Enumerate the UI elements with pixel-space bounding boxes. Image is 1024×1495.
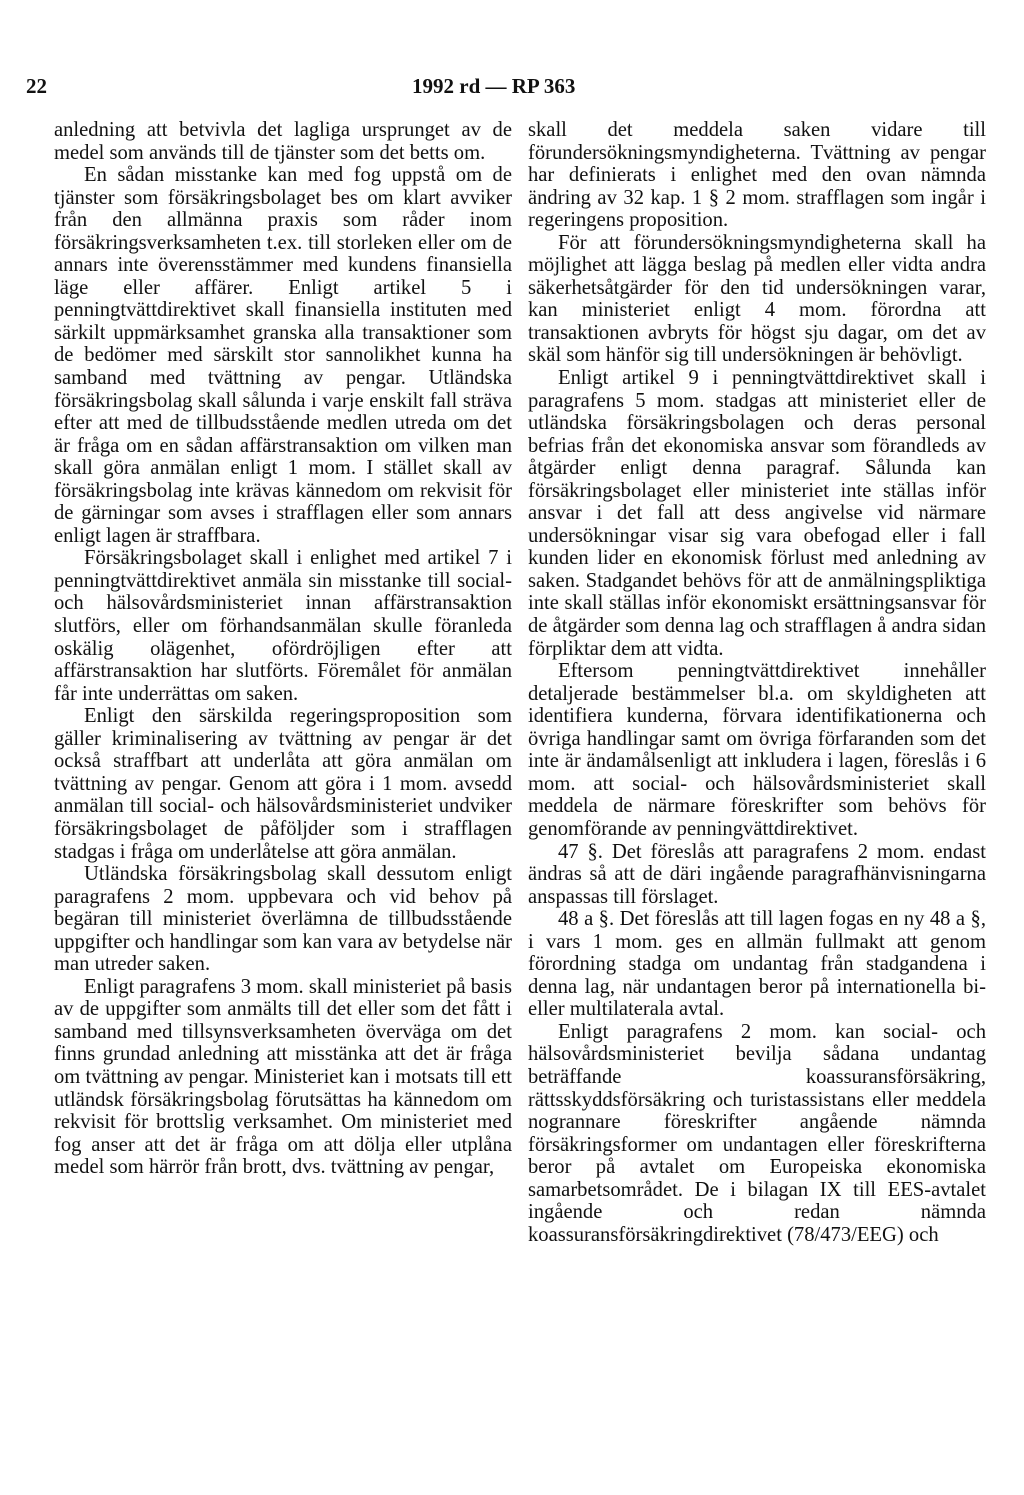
paragraph: Enligt paragrafens 3 mom. skall ministeriet på basis av de uppgifter som anmälts till det eller som det fått i samband med tillsynsverksamheten överväga om det finns grundad anledning att misstänka att det är fråga om tvättning av pengar. Ministeriet kan i motsats till ett utländsk försäkringsbolag förutsättas ha kännedom om rekvisit för brottslig verksamhet. Om ministeriet med fog anser att det är fråga om att dölja eller utplåna medel som härrör från brott, dvs. tvättning av pengar, xyxy=(54,975,512,1179)
paragraph: anledning att betvivla det lagliga ursprunget av de medel som används till de tjänster som det betts om. xyxy=(54,119,512,164)
left-text-column xyxy=(54,119,512,1179)
paragraph: Enligt artikel 9 i penningtvättdirektivet skall i paragrafens 5 mom. stadgas att ministeriet eller de utländska försäkringsbolagen och deras personal befrias från det ekonomiska ansvar som förandleds av åtgärder enligt denna paragraf. Sålunda kan försäkringsbolaget eller ministeriet inte ställas inför ansvar i det fall att dess angivelse vid närmare undersökningar visar sig vara obefogad eller i fall kunden lider en ekonomisk förlust med anledning av saken. Stadgandet behövs för att de anmälningspliktiga inte skall ställas inför ekonomiskt ersättningsansvar för de åtgärder som denna lag och strafflagen å andra sidan förpliktar dem att vidta. xyxy=(528,367,986,660)
paragraph: Utländska försäkringsbolag skall dessutom enligt paragrafens 2 mom. uppbevara och vid behov på begäran till ministeriet överlämna de tillbudsstående uppgifter och handlingar som kan vara av betydelse när man utreder saken. xyxy=(54,863,512,976)
paragraph: Enligt paragrafens 2 mom. kan social- och hälsovårdsministeriet bevilja sådana undantag beträffande koassuransförsäkring, rättsskyddsförsäkring och turistassistans eller meddela nogrannare föreskrifter angående nämnda försäkringsformer om undantagen eller föreskrifterna beror på avtalet om Europeiska ekonomiska samarbetsområdet. De i bilagan IX till EES-avtalet ingående och redan nämnda koassuransförsäkringdirektivet (78/473/EEG) och xyxy=(528,1020,986,1246)
paragraph: För att förundersökningsmyndigheterna skall ha möjlighet att lägga beslag på medlen eller vidta andra säkerhetsåtgärder för den tid undersökningen varar, kan ministeriet enligt 4 mom. förordna att transaktionen avbryts för högst sju dagar, om det av skäl som hänför sig till undersökningen är behövligt. xyxy=(528,231,986,367)
paragraph: Enligt den särskilda regeringsproposition som gäller kriminalisering av tvättning av pengar är det också straffbart att underlåta att göra anmälan om tvättning av pengar. Genom att göra i 1 mom. avsedd anmälan till social- och hälsovårdsministeriet undviker försäkringsbolaget de påföljder som i strafflagen stadgas i fråga om underlåtelse att göra anmälan. xyxy=(54,705,512,863)
running-header-title: 1992 rd — RP 363 xyxy=(412,74,576,98)
paragraph: 47 §. Det föreslås att paragrafens 2 mom. endast ändras så att de däri ingående paragrafhänvisningarna anspassas till förslaget. xyxy=(528,840,986,908)
page-number: 22 xyxy=(26,74,47,98)
right-text-column xyxy=(528,119,986,1246)
paragraph: Försäkringsbolaget skall i enlighet med artikel 7 i penningtvättdirektivet anmäla sin misstanke till social- och hälsovårdsministeriet innan affärstransaktion slutförs, eller om förhandsanmälan skulle föranleda oskälig olägenhet, ofördröjligen efter att affärstransaktion har slutförts. Föremålet för anmälan får inte underrättas om saken. xyxy=(54,547,512,705)
paragraph: En sådan misstanke kan med fog uppstå om de tjänster som försäkringsbolaget bes om klart avviker från den allmänna praxis som råder inom försäkringsverksamheten t.ex. till storleken eller om de annars inte överensstämmer med kundens finansiella läge eller affärer. Enligt artikel 5 i penningtvättdirektivet skall finansiella instituten med särkilt uppmärksamhet granska alla transaktioner som de bedömer med särskilt stor sannolikhet kunna ha samband med tvättning av pengar. Utländska försäkringsbolag skall sålunda i varje enskilt fall sträva efter att med de tillbudsstående medlen utreda om det är fråga om en sådan affärstransaktion om vilken man skall göra anmälan enligt 1 mom. I stället skall av försäkringsbolag inte krävas kännedom om rekvisit för de gärningar som avses i strafflagen eller som annars enligt lagen är straffbara. xyxy=(54,164,512,547)
paragraph: Eftersom penningtvättdirektivet innehåller detaljerade bestämmelser bl.a. om skyldigheten att identifiera kunderna, förvara identifikationerna och övriga handlingar samt om övriga förfaranden som det inte är ändamålsenligt att inkludera i lagen, föreslås i 6 mom. att social- och hälsovårdsministeriet skall meddela de närmare föreskrifter som behövs för genomförande av penningvättdirektivet. xyxy=(528,660,986,840)
paragraph: 48 a §. Det föreslås att till lagen fogas en ny 48 a §, i vars 1 mom. ges en allmän fullmakt att genom förordning stadga om undantag från stadgandena i denna lag, när undantagen beror på internationella bi- eller multilaterala avtal. xyxy=(528,908,986,1021)
paragraph: skall det meddela saken vidare till förundersökningsmyndigheterna. Tvättning av pengar har definierats i enlighet med den ovan nämnda ändring av 32 kap. 1 § 2 mom. strafflagen som ingår i regeringens proposition. xyxy=(528,119,986,232)
